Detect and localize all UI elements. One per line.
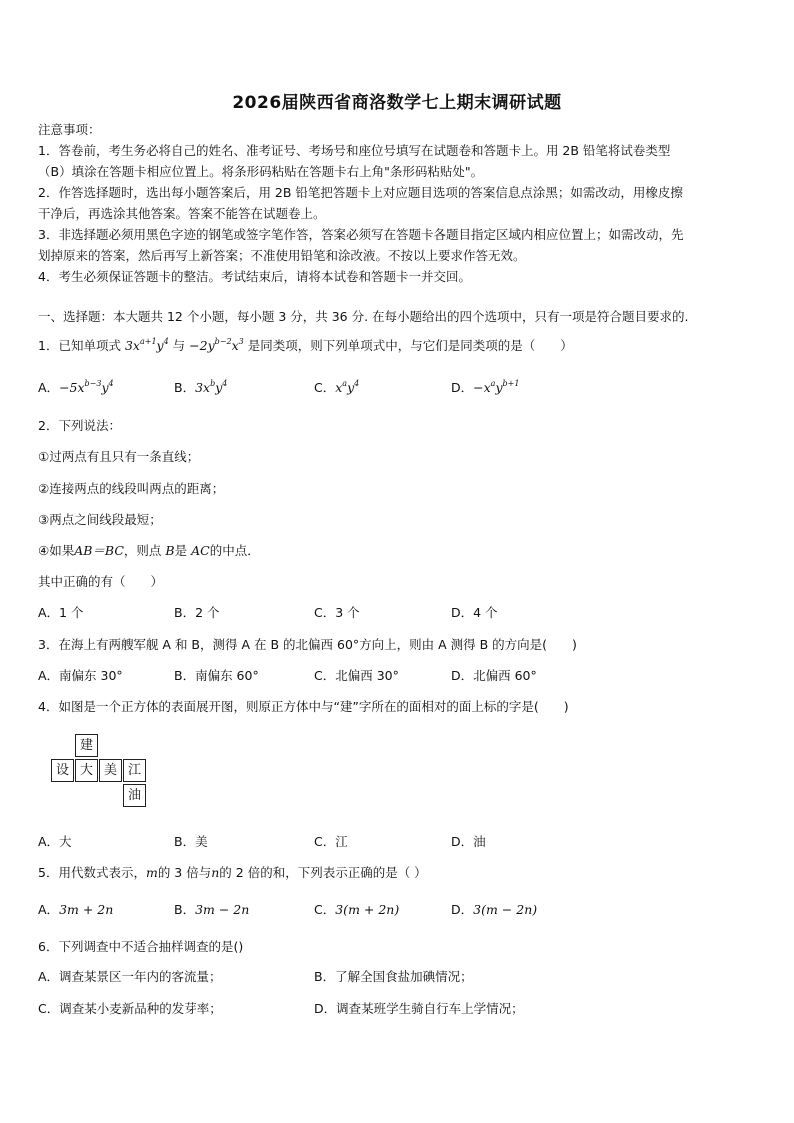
q1-monomial-1: $3x^{a+1}y^4$	[124, 337, 169, 353]
q6-option-c[interactable]: C．调查某小麦新品种的发芽率；	[38, 1001, 222, 1016]
q1-mid: 与	[172, 338, 186, 353]
net-cell-jian: 建	[75, 734, 98, 757]
q2-statement-2: ②连接两点的线段叫两点的距离；	[38, 481, 225, 496]
notice-line: 划掉原来的答案，然后再写上新答案；不准使用铅笔和涂改液。不按以上要求作答无效。	[38, 248, 526, 263]
net-cell-jiang: 江	[123, 759, 146, 782]
q1-post: 是同类项，则下列单项式中，与它们是同类项的是（ ）	[247, 338, 573, 353]
q1-monomial-2: $-2y^{b-2}x^3$	[189, 337, 244, 353]
notice-line: 1．答卷前，考生务必将自己的姓名、准考证号、考场号和座位号填写在试题卷和答题卡上。用 2B 铅笔将试卷类型	[38, 143, 671, 158]
q1-option-d[interactable]: D．$-x^ay^{b+1}$	[451, 379, 520, 395]
question-5: 5．用代数式表示，m的 3 倍与n的 2 倍的和，下列表示正确的是（ ）	[38, 865, 427, 880]
notice-line: 4．考生必须保证答题卡的整洁。考试结束后，请将本试卷和答题卡一并交回。	[38, 269, 471, 284]
q4-option-c[interactable]: C．江	[314, 834, 348, 849]
q2-option-c[interactable]: C．3 个	[314, 605, 360, 620]
q1-option-a[interactable]: A．$-5x^{b-3}y^4$	[38, 379, 114, 395]
notice-line: 3．非选择题必须用黑色字迹的钢笔或签字笔作答，答案必须写在答题卡各题目指定区域内相应位置上；如需改动，先	[38, 227, 684, 242]
q3-option-b[interactable]: B．南偏东 60°	[174, 668, 259, 683]
q3-option-a[interactable]: A．南偏东 30°	[38, 668, 123, 683]
question-4: 4．如图是一个正方体的表面展开图，则原正方体中与“建”字所在的面相对的面上标的字是( )	[38, 699, 569, 714]
q2-statement-4: ④如果AB＝BC，则点 B是 AC的中点．	[38, 543, 260, 558]
question-3: 3．在海上有两艘军舰 A 和 B，测得 A 在 B 的北偏西 60°方向上，则由 A 测得 B 的方向是( )	[38, 637, 577, 652]
q5-option-b[interactable]: B．3m − 2n	[174, 902, 250, 917]
q2-option-d[interactable]: D．4 个	[451, 605, 498, 620]
q6-option-d[interactable]: D．调查某班学生骑自行车上学情况；	[314, 1001, 524, 1016]
q6-option-a[interactable]: A．调查某景区一年内的客流量；	[38, 969, 222, 984]
q1-option-c[interactable]: C．$x^ay^4$	[314, 379, 360, 395]
question-1	[38, 336, 573, 354]
question-6: 6．下列调查中不适合抽样调查的是()	[38, 939, 244, 954]
q2-option-b[interactable]: B．2 个	[174, 605, 220, 620]
q4-option-a[interactable]: A．大	[38, 834, 72, 849]
notice-line: 2．作答选择题时，选出每小题答案后，用 2B 铅笔把答题卡上对应题目选项的答案信息点涂黑；如需改动，用橡皮擦	[38, 185, 683, 200]
q3-option-c[interactable]: C．北偏西 30°	[314, 668, 399, 683]
q2-statement-3: ③两点之间线段最短；	[38, 512, 162, 527]
q4-option-d[interactable]: D．油	[451, 834, 486, 849]
q2-statement-1: ①过两点有且只有一条直线；	[38, 449, 200, 464]
q2-option-a[interactable]: A．1 个	[38, 605, 84, 620]
q5-option-a[interactable]: A．3m + 2n	[38, 902, 114, 917]
question-2: 2．下列说法：	[38, 418, 121, 433]
net-cell-she: 设	[51, 759, 74, 782]
q5-option-c[interactable]: C．3(m + 2n)	[314, 902, 400, 917]
q3-option-d[interactable]: D．北偏西 60°	[451, 668, 537, 683]
notice-line: 干净后，再选涂其他答案。答案不能答在试题卷上。	[38, 206, 326, 221]
section-heading: 一、选择题：本大题共 12 个小题，每小题 3 分，共 36 分. 在每小题给出的四个选项中，只有一项是符合题目要求的.	[38, 309, 689, 324]
q5-option-d[interactable]: D．3(m − 2n)	[451, 902, 538, 917]
net-cell-mei: 美	[99, 759, 122, 782]
q1-option-b[interactable]: B．$3x^by^4$	[174, 379, 228, 395]
notice-heading: 注意事项：	[38, 122, 101, 137]
page-title: 2026届陕西省商洛数学七上期末调研试题	[232, 93, 562, 113]
net-cell-da: 大	[75, 759, 98, 782]
q6-option-b[interactable]: B．了解全国食盐加碘情况；	[314, 969, 473, 984]
net-cell-you: 油	[123, 784, 146, 807]
q1-pre: 1．已知单项式	[38, 338, 121, 353]
notice-line: （B）填涂在答题卡相应位置上。将条形码粘贴在答题卡右上角"条形码粘贴处"。	[38, 164, 484, 179]
q2-ask: 其中正确的有（ ）	[38, 574, 164, 589]
q4-option-b[interactable]: B．美	[174, 834, 208, 849]
